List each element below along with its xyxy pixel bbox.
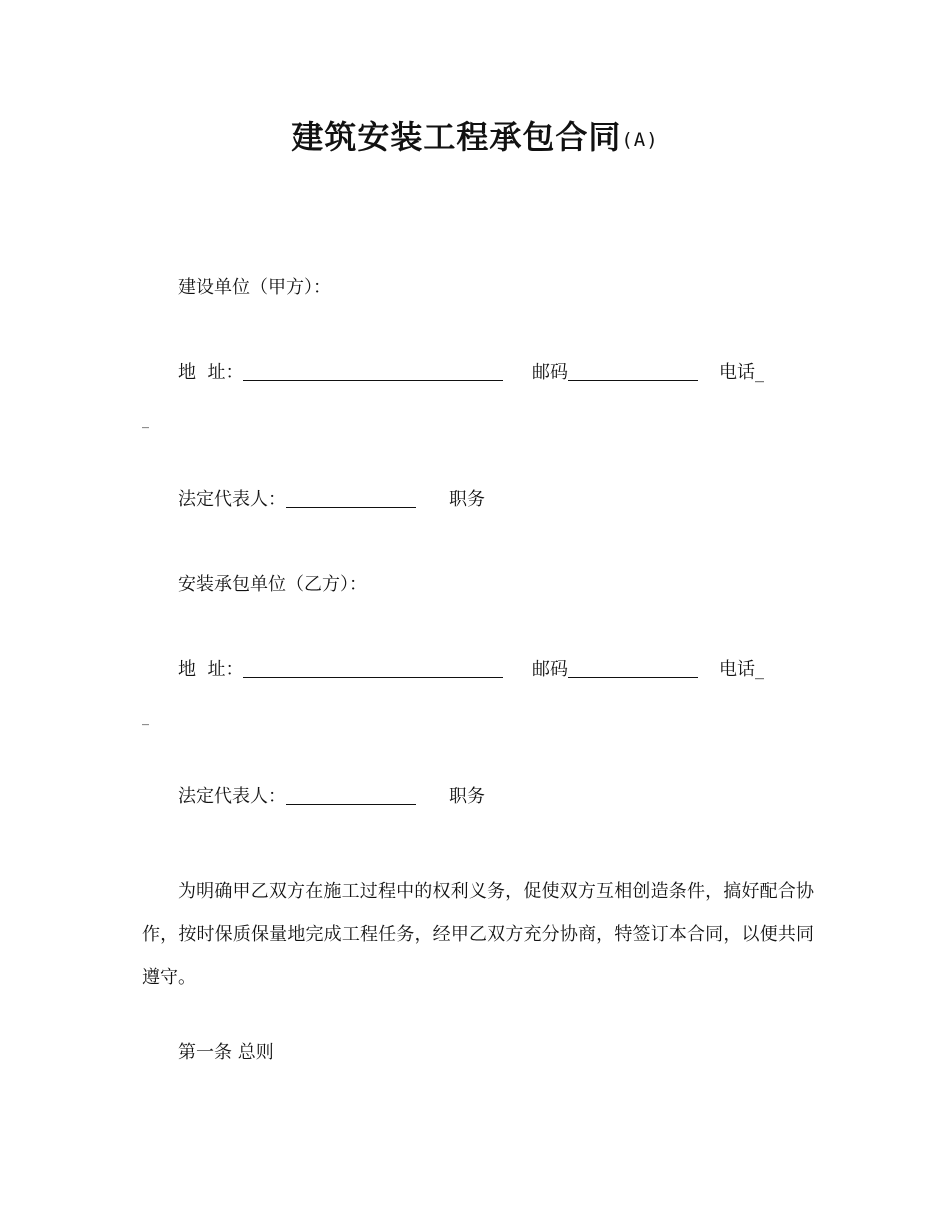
party-b-phone-label: 电话_ xyxy=(719,659,764,680)
party-a-legal-rep-blank[interactable] xyxy=(286,489,416,508)
party-b-postcode-blank[interactable] xyxy=(568,659,698,678)
party-a-postcode-blank[interactable] xyxy=(568,362,698,381)
party-a-address-label: 地 址： xyxy=(178,362,244,383)
party-a-phone-wrap: _ xyxy=(142,413,149,429)
party-a-address-blank[interactable] xyxy=(243,362,503,381)
party-b-address-label: 地 址： xyxy=(178,659,244,680)
party-a-position-label: 职务 xyxy=(449,489,485,510)
party-a-legal-rep-label: 法定代表人： xyxy=(178,489,286,510)
party-b-legal-rep-label: 法定代表人： xyxy=(178,786,286,807)
party-b-heading: 安装承包单位（乙方）： xyxy=(178,574,367,595)
party-a-legal-rep-row xyxy=(178,488,416,512)
party-a-address-row xyxy=(178,361,503,385)
party-b-position-label: 职务 xyxy=(449,786,485,807)
party-b-address-blank[interactable] xyxy=(243,659,503,678)
party-a-heading: 建设单位（甲方）： xyxy=(178,277,331,298)
party-b-legal-rep-row xyxy=(178,785,416,809)
document-title xyxy=(0,112,950,158)
party-a-postcode-row xyxy=(532,361,698,385)
party-a-postcode-label: 邮码 xyxy=(532,362,568,383)
party-b-legal-rep-blank[interactable] xyxy=(286,786,416,805)
party-b-phone-wrap: _ xyxy=(142,710,149,726)
title-text: 建筑安装工程承包合同 xyxy=(291,118,622,156)
party-b-postcode-row xyxy=(532,658,698,682)
party-a-phone-label: 电话_ xyxy=(719,362,764,383)
preamble-paragraph: 为明确甲乙双方在施工过程中的权利义务，促使双方互相创造条件，搞好配合协作，按时保质保量地完成工程任务，经甲乙双方充分协商，特签订本合同，以便共同遵守。 xyxy=(142,881,814,988)
party-b-postcode-label: 邮码 xyxy=(532,659,568,680)
title-suffix: (A) xyxy=(621,129,659,151)
article-1-heading: 第一条 总则 xyxy=(178,1042,274,1063)
party-b-address-row xyxy=(178,658,503,682)
